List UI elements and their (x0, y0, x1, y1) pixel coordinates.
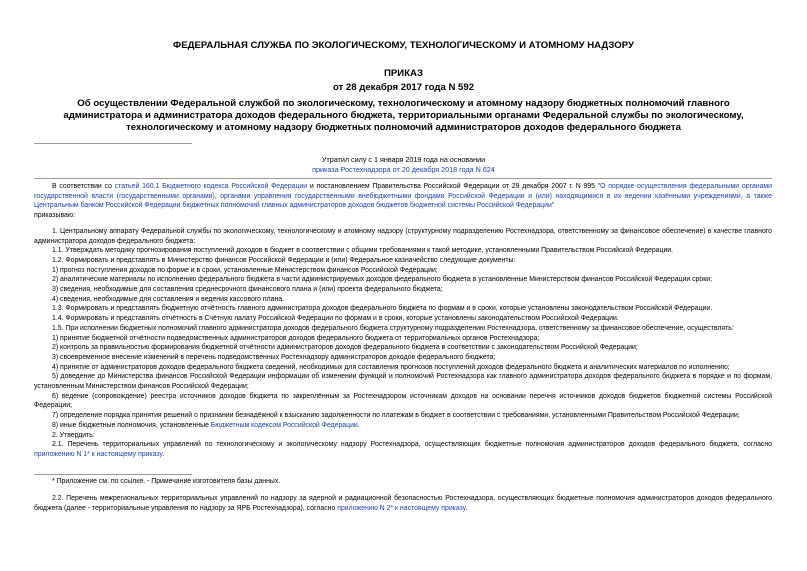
item-1-2: 1.2. Формировать и представлять в Министерство финансов Российской Федерации и (или) Федеральное казначейство следующие документы: (52, 256, 516, 264)
budget-code-link[interactable]: Бюджетным кодексом Российской Федерации (210, 421, 358, 429)
item-1-5-5: 5) доведение до Министерства финансов Российской Федерации информации об изменении функций и полномочий Ростехнадзора как главного администратора доходов федерального бюджета в порядке и по формам, установленным Министерством финансов Российской Федерации; (34, 373, 772, 391)
preamble-text-1: В соответствии со (52, 183, 115, 190)
status-link-line (0, 165, 807, 175)
footnote-divider (34, 474, 192, 475)
item-1-2-2: 2) аналитические материалы по исполнению федерального бюджета в части администрируемых доходов федерального бюджета в установленные Министерством финансов Российской Федерации сроки; (52, 276, 712, 284)
footnote-text: * Приложение см. по ссылке. - Примечание изготовителя базы данных. (52, 478, 281, 485)
order-word: приказываю: (34, 212, 75, 220)
date-number-heading: от 28 декабря 2017 года N 592 (332, 82, 475, 93)
item-2-2-text: 2.2. Перечень межрегиональных территориальных управлений по надзору за ядерной и радиационной безопасностью Ростехнадзора, осуществляющих бюджетные полномочия администраторов доходов федерального бюджета (далее - территориальные управления по надзору за ЯРБ Ростехнадзора), согласно (34, 495, 772, 512)
document-body-continued (34, 494, 772, 513)
document-title: Об осуществлении Федеральной службой по экологическому, технологическому и атомному надзору бюджетных полномочий главного администратора и администратора доходов федерального бюджета, территориальными органами Федеральной службы по экологическому, технологическому и атомному надзору бюджетных полномочий администраторов доходов федерального бюджета (63, 98, 744, 133)
appendix-1-link[interactable]: приложению N 1* к настоящему приказу (34, 450, 163, 458)
agency-heading: ФЕДЕРАЛЬНАЯ СЛУЖБА ПО ЭКОЛОГИЧЕСКОМУ, ТЕХНОЛОГИЧЕСКОМУ И АТОМНОМУ НАДЗОРУ (173, 40, 634, 51)
status-line: Утратил силу с 1 января 2019 года на основании (321, 155, 486, 164)
item-1-5-4: 4) принятие от администраторов доходов федерального бюджета сведений, необходимых для составления прогнозов поступлений доходов федерального бюджета и аналитических материалов по исполнению; (52, 363, 730, 371)
item-2-1-end: . (162, 450, 165, 458)
item-1-2-4: 4) сведения, необходимые для составления и ведения кассового плана. (52, 295, 285, 303)
appendix-2-link[interactable]: приложению N 2* к настоящему приказу (337, 504, 466, 512)
budget-code-article-link[interactable]: статьей 160.1 Бюджетного кодекса Российской Федерации (114, 183, 308, 190)
item-1-2-3: 3) сведения, необходимые для составления среднесрочного финансового плана и (или) проекта федерального бюджета; (52, 286, 443, 294)
item-2-1-text: 2.1. Перечень территориальных управлений по технологическому и экологическому надзору Ростехнадзора, осуществляющих бюджетные полномочия администраторов доходов федерального бюджета, согласно (52, 441, 772, 449)
preamble-text-2: и постановлением Правительства Российской Федерации от 29 декабря 2007 г. N 995 (307, 183, 598, 190)
item-2-2-end: . (465, 504, 468, 512)
item-1-3: 1.3. Формировать и представлять бюджетную отчётность главного администратора доходов федерального бюджета по формам и в сроки, которые установлены законодательством Российской Федерации. (52, 305, 713, 313)
item-1-5-3: 3) своевременное внесение изменений в перечень подведомственных Ростехнадзору администраторов доходов федерального бюджета; (52, 353, 496, 361)
government-resolution-link[interactable]: "О порядке осуществления федеральными органами государственной власти (государственными органами), органами управления государственными внебюджетными фондами Российской Федерации и (или) находящимися в их ведении казёнными учреждениями, а также Центральным банком Российской Федерации бюджетных полномочий главных администраторов доходов бюджетов бюджетной системы Российской Федерации" (34, 183, 772, 210)
item-1-5-8-text: 8) иные бюджетные полномочия, установленные (52, 421, 211, 429)
item-1-5-2: 2) контроль за правильностью формирования бюджетной отчётности администраторов доходов федерального бюджета в соответствии с законодательством Российской Федерации; (52, 344, 638, 352)
item-1-5-8-end: . (357, 421, 360, 429)
item-1-5-8 (34, 421, 772, 431)
item-1-5: 1.5. При исполнении бюджетных полномочий главного администратора доходов федерального бюджета структурному подразделению Ростехнадзора, ответственному за финансовое обеспечение, осуществлять: (52, 324, 734, 332)
repeal-order-link[interactable]: приказа Ростехнадзора от 20 декабря 2018 года N 624 (312, 165, 495, 174)
item-1: 1. Центральному аппарату Федеральной службы по экологическому, технологическому и атомному надзору (структурному подразделению Ростехнадзора, ответственному за финансовое обеспечение) в качестве главного администратора доходов федерального бюджета: (34, 227, 772, 245)
footnote (34, 477, 772, 487)
item-2-1 (34, 440, 772, 459)
preamble (34, 182, 772, 211)
title-divider (34, 143, 192, 144)
document-body (34, 182, 772, 460)
item-1-5-6: 6) ведение (сопровождение) реестра источников доходов бюджета по закреплённым за Ростехнадзором источникам доходов на основании перечня источников доходов бюджетов бюджетной системы Российской Федерации; (34, 392, 772, 410)
item-1-1: 1.1. Утверждать методику прогнозирования поступлений доходов в бюджет в соответствии с общими требованиями к такой методике, установленными Правительством Российской Федерации. (52, 247, 674, 255)
item-2-2 (34, 494, 772, 513)
item-1-5-1: 1) принятие бюджетной отчётности подведомственных администраторов доходов федерального бюджета от территориальных органов Ростехнадзора; (52, 334, 540, 342)
item-1-5-7: 7) определение порядка принятия решений о признании безнадёжной к взысканию задолженности по платежам в бюджет в соответствии с требованиями, установленными Правительством Российской Федерации; (52, 412, 740, 420)
item-1-4: 1.4. Формировать и представлять отчётность в Счётную палату Российской Федерации по формам и в сроки, которые установлены законодательством Российской Федерации. (52, 315, 619, 323)
item-2: 2. Утвердить: (52, 431, 95, 439)
status-divider (34, 178, 772, 179)
item-1-2-1: 1) прогноз поступления доходов по форме и в сроки, установленные Министерством финансов Российской Федерации; (52, 266, 438, 274)
doc-type-heading: ПРИКАЗ (384, 68, 423, 79)
